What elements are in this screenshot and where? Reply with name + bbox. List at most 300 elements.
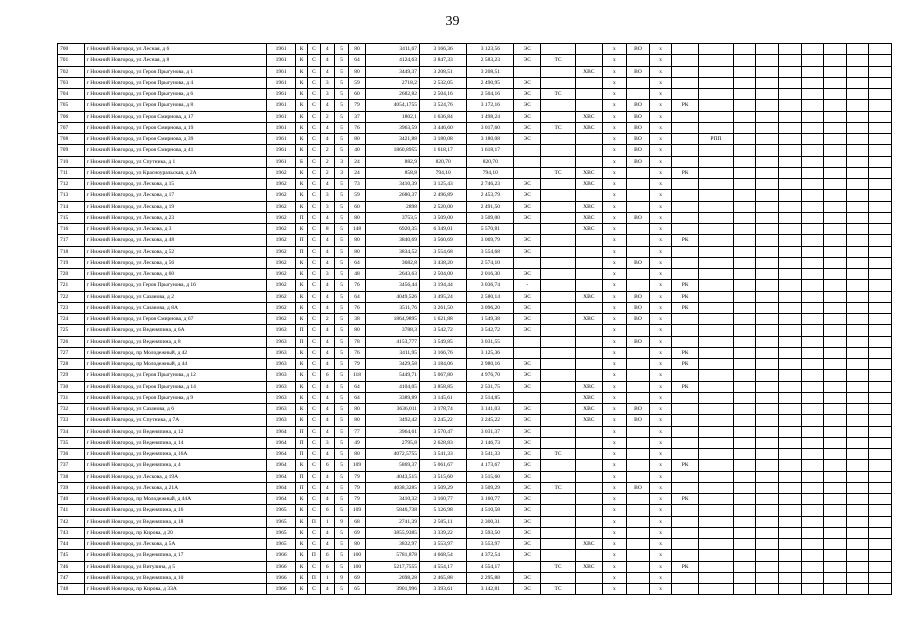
cold-water-cell	[575, 550, 602, 561]
mark-cell: х	[602, 449, 627, 460]
total-area-cell: 4104,05	[365, 381, 419, 392]
repair-cell	[672, 505, 699, 516]
empty-cell	[779, 437, 802, 448]
entrances-cell: 5	[334, 246, 348, 257]
heating-cell	[541, 246, 576, 257]
empty-cell	[846, 179, 869, 190]
empty-cell	[733, 302, 756, 313]
entrances-cell: 5	[334, 336, 348, 347]
row-number: 704	[58, 89, 85, 100]
empty-cell	[779, 347, 802, 358]
mark-cell: х	[602, 550, 627, 561]
empty-cell	[824, 471, 847, 482]
note-cell	[699, 460, 734, 471]
floors-cell: 4	[320, 55, 334, 66]
cold-water-cell	[575, 460, 602, 471]
year-cell: 1961	[267, 134, 296, 145]
table-row	[58, 381, 892, 392]
repair-cell	[672, 415, 699, 426]
wall-material-cell: К	[295, 415, 307, 426]
mark-cell: х	[649, 325, 672, 336]
empty-cell	[756, 89, 779, 100]
row-number: 716	[58, 224, 85, 235]
row-number: 737	[58, 460, 85, 471]
empty-cell	[756, 280, 779, 291]
entrances-cell: 5	[334, 449, 348, 460]
year-cell: 1961	[267, 145, 296, 156]
table-row	[58, 572, 892, 583]
row-number: 706	[58, 111, 85, 122]
cold-water-cell	[575, 482, 602, 493]
total-area-cell: 3411,67	[365, 44, 419, 55]
repair-cell	[672, 224, 699, 235]
mark-cell: х	[649, 572, 672, 583]
total-area-cell: 4043,515	[365, 471, 419, 482]
empty-cell	[801, 415, 824, 426]
mark-cell: х	[602, 257, 627, 268]
heating-cell: ТС	[541, 449, 576, 460]
mark-cell: х	[649, 539, 672, 550]
entrances-cell: 5	[334, 527, 348, 538]
empty-cell	[801, 359, 824, 370]
note-cell	[699, 415, 734, 426]
year-cell: 1963	[267, 392, 296, 403]
apartments-cell: 80	[349, 235, 365, 246]
total-area-cell: 2898	[365, 201, 419, 212]
empty-cell	[869, 415, 892, 426]
heating-cell: ТС	[541, 89, 576, 100]
empty-cell	[846, 516, 869, 527]
area-cell: 2 300,31	[467, 516, 514, 527]
note-cell	[699, 381, 734, 392]
cold-water-cell: ХВС	[575, 111, 602, 122]
wall-material-cell: К	[295, 145, 307, 156]
table-row	[58, 392, 892, 403]
floors-cell: 2	[320, 145, 334, 156]
year-cell: 1962	[267, 314, 296, 325]
mark-cell: х	[649, 336, 672, 347]
entrances-cell: 5	[334, 302, 348, 313]
cold-water-cell	[575, 359, 602, 370]
type-cell: С	[308, 100, 320, 111]
note-cell	[699, 449, 734, 460]
empty-cell	[733, 190, 756, 201]
area-cell: 794,10	[420, 167, 467, 178]
wall-material-cell: П	[295, 246, 307, 257]
repair-cell	[672, 55, 699, 66]
row-number: 732	[58, 404, 85, 415]
empty-cell	[869, 156, 892, 167]
mark-cell: х	[649, 55, 672, 66]
area-cell: 4 372,54	[467, 550, 514, 561]
cold-water-cell	[575, 134, 602, 145]
empty-cell	[846, 471, 869, 482]
empty-cell	[779, 527, 802, 538]
empty-cell	[824, 44, 847, 55]
heating-cell	[541, 145, 576, 156]
mark-cell: х	[602, 269, 627, 280]
empty-cell	[824, 55, 847, 66]
table-row	[58, 100, 892, 111]
row-number: 735	[58, 437, 85, 448]
mark-cell: х	[649, 437, 672, 448]
floors-cell: 4	[320, 325, 334, 336]
address-cell: г Нижний Новгород, ул Лескова, д 23	[84, 212, 267, 223]
type-cell: П	[308, 516, 320, 527]
note-cell	[699, 55, 734, 66]
entrances-cell: 5	[334, 471, 348, 482]
note-cell	[699, 122, 734, 133]
address-cell: г Нижний Новгород, ул Лескова, д 48	[84, 235, 267, 246]
floors-cell: 2	[320, 111, 334, 122]
address-cell: г Нижний Новгород, ул Спутника, д 7А	[84, 415, 267, 426]
mark-cell: х	[649, 145, 672, 156]
row-number: 727	[58, 347, 85, 358]
electricity-cell	[514, 347, 541, 358]
electricity-cell: ЭС	[514, 77, 541, 88]
empty-cell	[869, 224, 892, 235]
row-number: 725	[58, 325, 85, 336]
area-cell: 3 339,22	[420, 527, 467, 538]
drainage-cell	[627, 89, 650, 100]
empty-cell	[824, 482, 847, 493]
empty-cell	[801, 269, 824, 280]
mark-cell: х	[602, 527, 627, 538]
empty-cell	[733, 437, 756, 448]
mark-cell: х	[649, 482, 672, 493]
apartments-cell: 79	[349, 100, 365, 111]
wall-material-cell: П	[295, 471, 307, 482]
empty-cell	[846, 44, 869, 55]
row-number: 708	[58, 134, 85, 145]
address-cell: г Нижний Новгород, ул Героя Прыгунова, д 1	[84, 66, 267, 77]
cold-water-cell: ХВС	[575, 392, 602, 403]
heating-cell	[541, 235, 576, 246]
floors-cell: 3	[320, 201, 334, 212]
empty-cell	[846, 201, 869, 212]
wall-material-cell: П	[295, 336, 307, 347]
year-cell: 1963	[267, 404, 296, 415]
entrances-cell: 5	[334, 550, 348, 561]
empty-cell	[733, 381, 756, 392]
cold-water-cell	[575, 471, 602, 482]
total-area-cell: 5449,71	[365, 370, 419, 381]
heating-cell	[541, 179, 576, 190]
floors-cell: 4	[320, 359, 334, 370]
empty-cell	[846, 347, 869, 358]
floors-cell: 4	[320, 212, 334, 223]
floors-cell: 4	[320, 527, 334, 538]
mark-cell: х	[649, 156, 672, 167]
area-cell: 3 125,36	[467, 347, 514, 358]
electricity-cell: ЭС	[514, 100, 541, 111]
table-row	[58, 471, 892, 482]
total-area-cell: 1802,1	[365, 111, 419, 122]
empty-cell	[846, 325, 869, 336]
mark-cell: х	[602, 347, 627, 358]
type-cell: С	[308, 584, 320, 595]
heating-cell	[541, 572, 576, 583]
repair-cell	[672, 269, 699, 280]
mark-cell: х	[602, 66, 627, 77]
mark-cell: х	[602, 516, 627, 527]
heating-cell: ТС	[541, 122, 576, 133]
empty-cell	[869, 370, 892, 381]
empty-cell	[779, 201, 802, 212]
year-cell: 1963	[267, 415, 296, 426]
mark-cell: х	[649, 280, 672, 291]
total-area-cell: 5781,878	[365, 550, 419, 561]
area-cell: 4 668,54	[420, 550, 467, 561]
heating-cell	[541, 100, 576, 111]
empty-cell	[756, 55, 779, 66]
drainage-cell	[627, 280, 650, 291]
row-number: 741	[58, 505, 85, 516]
type-cell: С	[308, 257, 320, 268]
area-cell: 3 184,06	[420, 359, 467, 370]
total-area-cell: 882,9	[365, 156, 419, 167]
empty-cell	[869, 280, 892, 291]
empty-cell	[801, 505, 824, 516]
mark-cell: х	[649, 235, 672, 246]
address-cell: г Нижний Новгород, ул Лескова, д 21А	[84, 482, 267, 493]
electricity-cell: ЭС	[514, 370, 541, 381]
note-cell	[699, 494, 734, 505]
electricity-cell	[514, 156, 541, 167]
wall-material-cell: П	[295, 426, 307, 437]
area-cell: 3 495,24	[420, 291, 467, 302]
address-cell: г Нижний Новгород, ул Сазанова, д 8А	[84, 302, 267, 313]
table-row	[58, 494, 892, 505]
row-number: 719	[58, 257, 85, 268]
empty-cell	[824, 550, 847, 561]
address-cell: г Нижний Новгород, ул Веденяпина, д 6А	[84, 325, 267, 336]
note-cell	[699, 280, 734, 291]
empty-cell	[846, 505, 869, 516]
table-row	[58, 404, 892, 415]
floors-cell: 3	[320, 437, 334, 448]
drainage-cell	[627, 449, 650, 460]
type-cell: С	[308, 167, 320, 178]
heating-cell	[541, 44, 576, 55]
empty-cell	[756, 460, 779, 471]
note-cell	[699, 561, 734, 572]
electricity-cell: ЭС	[514, 516, 541, 527]
heating-cell	[541, 516, 576, 527]
empty-cell	[869, 111, 892, 122]
note-cell	[699, 539, 734, 550]
total-area-cell: 3832,97	[365, 539, 419, 550]
drainage-cell	[627, 460, 650, 471]
row-number: 739	[58, 482, 85, 493]
total-area-cell: 5846,738	[365, 505, 419, 516]
drainage-cell	[627, 584, 650, 595]
empty-cell	[801, 302, 824, 313]
mark-cell: х	[602, 212, 627, 223]
table-row	[58, 235, 892, 246]
area-cell: 6 349,01	[420, 224, 467, 235]
floors-cell: 3	[320, 269, 334, 280]
electricity-cell: ЭС	[514, 314, 541, 325]
drainage-cell	[627, 55, 650, 66]
apartments-cell: 59	[349, 77, 365, 88]
electricity-cell: ЭС	[514, 359, 541, 370]
area-cell: 3 553,97	[420, 539, 467, 550]
address-cell: г Нижний Новгород, ул Лескова, д 19А	[84, 471, 267, 482]
mark-cell: х	[602, 381, 627, 392]
table-row	[58, 134, 892, 145]
mark-cell: х	[649, 111, 672, 122]
empty-cell	[846, 246, 869, 257]
empty-cell	[801, 550, 824, 561]
apartments-cell: 64	[349, 257, 365, 268]
empty-cell	[756, 122, 779, 133]
area-cell: 3 524,76	[420, 100, 467, 111]
cold-water-cell: ХВС	[575, 314, 602, 325]
mark-cell: х	[602, 370, 627, 381]
apartments-cell: 80	[349, 449, 365, 460]
empty-cell	[779, 415, 802, 426]
mark-cell: х	[649, 314, 672, 325]
empty-cell	[756, 471, 779, 482]
note-cell	[699, 437, 734, 448]
heating-cell	[541, 280, 576, 291]
cold-water-cell	[575, 246, 602, 257]
entrances-cell: 5	[334, 370, 348, 381]
empty-cell	[824, 314, 847, 325]
repair-cell	[672, 122, 699, 133]
row-number: 709	[58, 145, 85, 156]
drainage-cell: ВО	[627, 314, 650, 325]
area-cell: 3 541,33	[420, 449, 467, 460]
cold-water-cell: ХВС	[575, 415, 602, 426]
empty-cell	[869, 584, 892, 595]
year-cell: 1965	[267, 516, 296, 527]
area-cell: 1 498,24	[467, 111, 514, 122]
repair-cell: РК	[672, 381, 699, 392]
entrances-cell: 5	[334, 55, 348, 66]
empty-cell	[733, 426, 756, 437]
address-cell: г Нижний Новгород, ул Героя Смирнова, д 19	[84, 122, 267, 133]
cold-water-cell: ХВС	[575, 201, 602, 212]
type-cell: С	[308, 482, 320, 493]
table-row	[58, 212, 892, 223]
empty-cell	[756, 314, 779, 325]
empty-cell	[779, 539, 802, 550]
type-cell: С	[308, 145, 320, 156]
empty-cell	[733, 314, 756, 325]
empty-cell	[824, 426, 847, 437]
empty-cell	[869, 347, 892, 358]
area-cell: 2 532,05	[420, 77, 467, 88]
apartments-cell: 69	[349, 527, 365, 538]
row-number: 715	[58, 212, 85, 223]
mark-cell: х	[649, 449, 672, 460]
type-cell: С	[308, 111, 320, 122]
type-cell: С	[308, 347, 320, 358]
drainage-cell	[627, 201, 650, 212]
empty-cell	[824, 404, 847, 415]
wall-material-cell: К	[295, 111, 307, 122]
mark-cell: х	[602, 167, 627, 178]
empty-cell	[824, 100, 847, 111]
note-cell	[699, 426, 734, 437]
repair-cell	[672, 111, 699, 122]
empty-cell	[733, 179, 756, 190]
empty-cell	[824, 145, 847, 156]
mark-cell: х	[649, 426, 672, 437]
address-cell: г Нижний Новгород, ул Сазанова, д 6	[84, 404, 267, 415]
empty-cell	[824, 291, 847, 302]
floors-cell: 2	[320, 167, 334, 178]
address-cell: г Нижний Новгород, ул Лескова, д 5А	[84, 539, 267, 550]
year-cell: 1962	[267, 167, 296, 178]
note-cell	[699, 246, 734, 257]
cold-water-cell	[575, 145, 602, 156]
year-cell: 1963	[267, 359, 296, 370]
entrances-cell: 5	[334, 224, 348, 235]
floors-cell: 6	[320, 550, 334, 561]
wall-material-cell: К	[295, 550, 307, 561]
row-number: 744	[58, 539, 85, 550]
empty-cell	[824, 561, 847, 572]
drainage-cell: ВО	[627, 134, 650, 145]
area-cell: 1 621,88	[420, 314, 467, 325]
mark-cell: х	[602, 314, 627, 325]
drainage-cell	[627, 190, 650, 201]
floors-cell: 4	[320, 122, 334, 133]
drainage-cell: ВО	[627, 66, 650, 77]
area-cell: 2 514,85	[467, 392, 514, 403]
area-cell: 3 194,44	[420, 280, 467, 291]
apartments-cell: 76	[349, 280, 365, 291]
cold-water-cell	[575, 89, 602, 100]
empty-cell	[824, 302, 847, 313]
area-cell: 3 031,37	[467, 426, 514, 437]
table-row	[58, 291, 892, 302]
floors-cell: 3	[320, 190, 334, 201]
table-row	[58, 77, 892, 88]
floors-cell: 4	[320, 415, 334, 426]
entrances-cell: 5	[334, 426, 348, 437]
repair-cell	[672, 179, 699, 190]
empty-cell	[869, 201, 892, 212]
repair-cell: РК	[672, 347, 699, 358]
wall-material-cell: П	[295, 212, 307, 223]
type-cell: С	[308, 291, 320, 302]
note-cell	[699, 302, 734, 313]
empty-cell	[779, 449, 802, 460]
heating-cell: ТС	[541, 584, 576, 595]
area-cell: 2 016,30	[467, 269, 514, 280]
year-cell: 1961	[267, 55, 296, 66]
area-cell: 2 505,11	[420, 516, 467, 527]
empty-cell	[779, 190, 802, 201]
note-cell	[699, 314, 734, 325]
year-cell: 1963	[267, 370, 296, 381]
apartments-cell: 79	[349, 471, 365, 482]
table-row	[58, 89, 892, 100]
heating-cell	[541, 392, 576, 403]
year-cell: 1961	[267, 66, 296, 77]
area-cell: 2 531,75	[467, 381, 514, 392]
row-number: 726	[58, 336, 85, 347]
wall-material-cell: К	[295, 280, 307, 291]
empty-cell	[733, 584, 756, 595]
mark-cell: х	[649, 257, 672, 268]
type-cell: С	[308, 527, 320, 538]
empty-cell	[824, 122, 847, 133]
